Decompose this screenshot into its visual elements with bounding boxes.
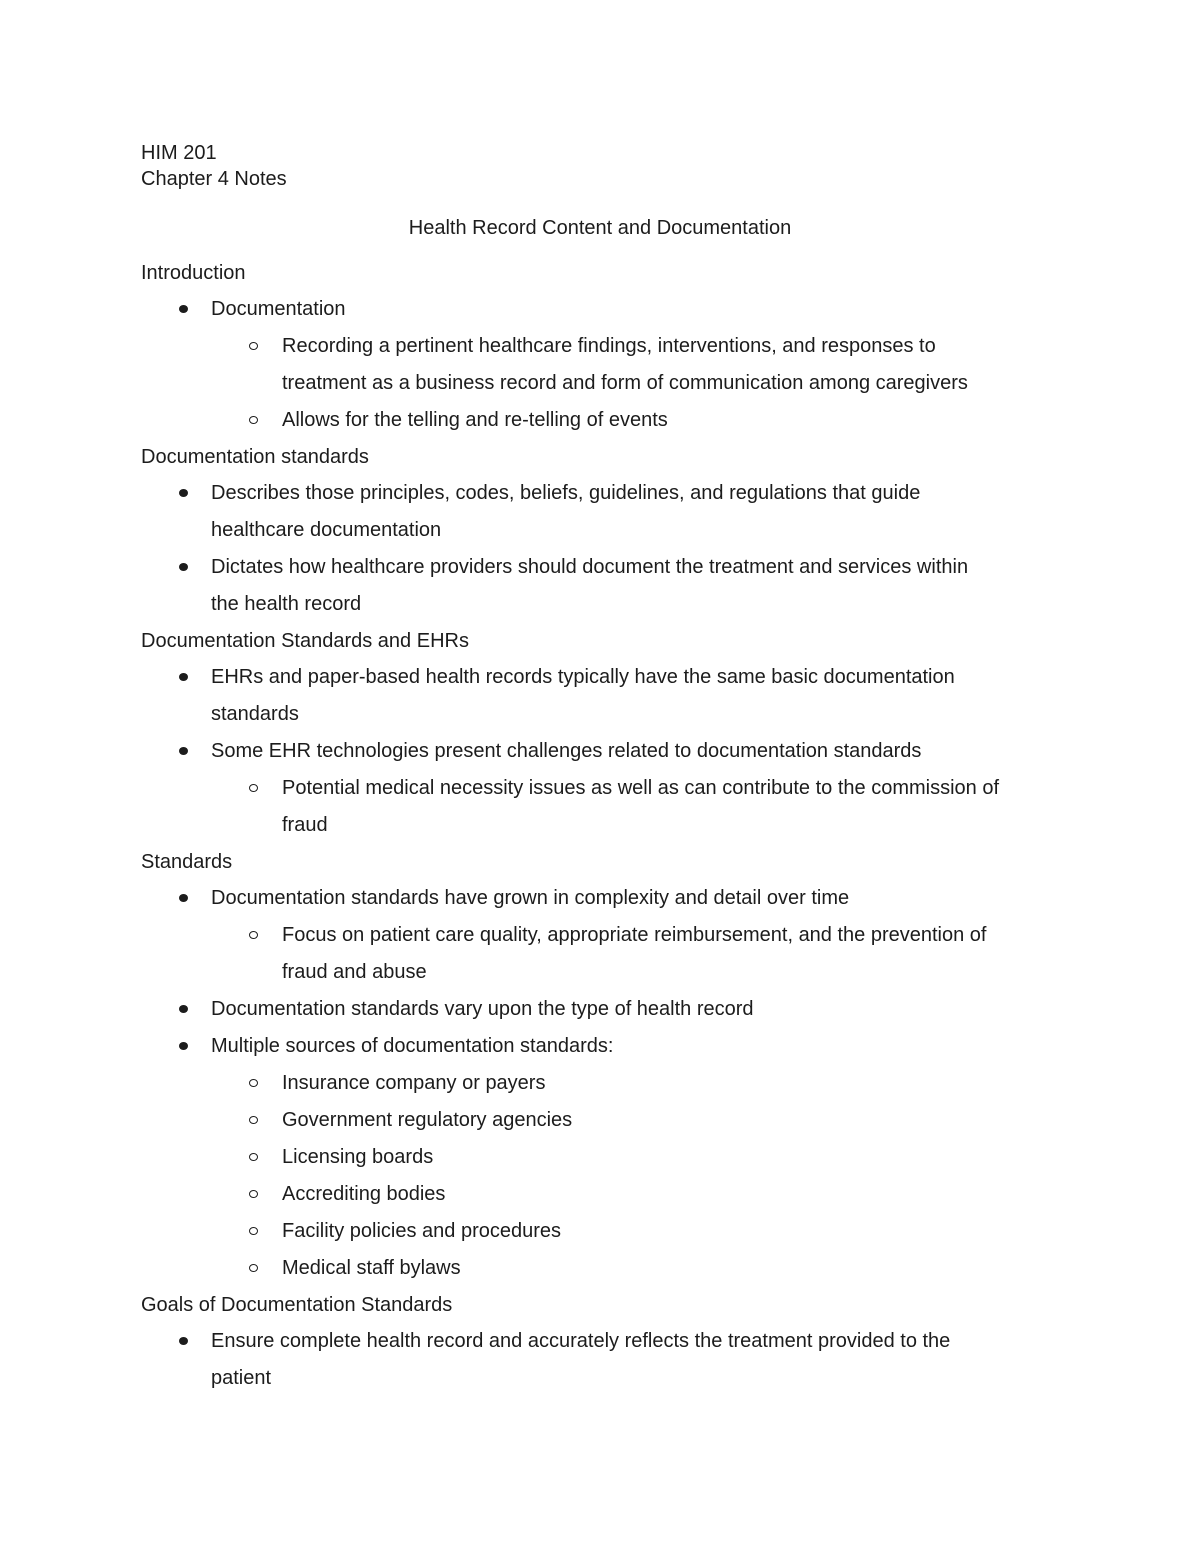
bullet-list <box>141 1323 1071 1397</box>
sub-list-item <box>141 1176 1071 1213</box>
list-item-text: Ensure complete health record and accurately reflects the treatment provided to the <box>211 1330 951 1352</box>
list-item <box>141 991 1071 1028</box>
filled-bullet-icon <box>179 673 188 681</box>
list-item-text: patient <box>211 1367 272 1389</box>
sub-list-item-text: Facility policies and procedures <box>282 1220 562 1242</box>
sub-list-item <box>141 917 1071 991</box>
list-item-text: Describes those principles, codes, beliefs, guidelines, and regulations that guide <box>211 482 921 504</box>
section <box>141 1287 1071 1397</box>
sub-list-item-text: Insurance company or payers <box>282 1072 546 1094</box>
sub-list-item-text: Accrediting bodies <box>282 1183 446 1205</box>
filled-bullet-icon <box>179 747 188 755</box>
sub-list-item <box>141 1213 1071 1250</box>
sub-list-item <box>141 770 1071 844</box>
list-item-text: EHRs and paper-based health records typically have the same basic documentation <box>211 666 955 688</box>
hollow-bullet-icon <box>249 1190 258 1198</box>
list-item-text: the health record <box>211 593 362 615</box>
sub-list-item <box>141 1102 1071 1139</box>
sub-list-item <box>141 1065 1071 1102</box>
filled-bullet-icon <box>179 1337 188 1345</box>
bullet-list <box>141 659 1071 844</box>
sub-list-item-text: Government regulatory agencies <box>282 1109 573 1131</box>
hollow-bullet-icon <box>249 1153 258 1161</box>
sub-list-item-text: Recording a pertinent healthcare findings, interventions, and responses to <box>282 335 936 357</box>
section-heading: Introduction <box>141 262 246 284</box>
sub-list-item-text: Focus on patient care quality, appropriate reimbursement, and the prevention of <box>282 924 987 946</box>
filled-bullet-icon <box>179 563 188 571</box>
list-item-text: Some EHR technologies present challenges related to documentation standards <box>211 740 922 762</box>
filled-bullet-icon <box>179 489 188 497</box>
list-item-text: Multiple sources of documentation standards: <box>211 1035 614 1057</box>
sub-list-item-text: fraud <box>282 814 328 836</box>
list-item-text: Documentation standards have grown in complexity and detail over time <box>211 887 850 909</box>
list-item <box>141 1323 1071 1397</box>
hollow-bullet-icon <box>249 1116 258 1124</box>
list-item <box>141 733 1071 770</box>
hollow-bullet-icon <box>249 342 258 350</box>
sub-list-item <box>141 1250 1071 1287</box>
hollow-bullet-icon <box>249 1227 258 1235</box>
list-item <box>141 1028 1071 1065</box>
section-heading: Standards <box>141 851 233 873</box>
sub-list-item-text: Allows for the telling and re-telling of events <box>282 409 668 431</box>
sub-list-item-text: fraud and abuse <box>282 961 427 983</box>
section <box>141 623 1071 844</box>
list-item <box>141 880 1071 917</box>
sub-list-item <box>141 328 1071 402</box>
section <box>141 255 1071 439</box>
document-title: Health Record Content and Documentation <box>408 217 792 239</box>
sub-list-item-text: treatment as a business record and form of communication among caregivers <box>282 372 968 394</box>
sub-list-item-text: Potential medical necessity issues as well as can contribute to the commission of <box>282 777 1000 799</box>
list-item-text: Documentation standards vary upon the type of health record <box>211 998 754 1020</box>
list-item-text: standards <box>211 703 299 725</box>
section-heading: Documentation Standards and EHRs <box>141 630 469 652</box>
hollow-bullet-icon <box>249 416 258 424</box>
list-item <box>141 291 1071 328</box>
hollow-bullet-icon <box>249 931 258 939</box>
section-heading: Documentation standards <box>141 446 369 468</box>
hollow-bullet-icon <box>249 1079 258 1087</box>
bullet-list <box>141 291 1071 439</box>
list-item-text: Dictates how healthcare providers should document the treatment and services within <box>211 556 969 578</box>
filled-bullet-icon <box>179 1042 188 1050</box>
sub-list-item-text: Medical staff bylaws <box>282 1257 461 1279</box>
course-code: HIM 201 <box>141 142 217 164</box>
bullet-list <box>141 880 1071 1287</box>
hollow-bullet-icon <box>249 784 258 792</box>
sub-list-item <box>141 402 1071 439</box>
list-item <box>141 475 1071 549</box>
list-item <box>141 549 1071 623</box>
bullet-list <box>141 475 1071 623</box>
chapter-label: Chapter 4 Notes <box>141 168 287 190</box>
filled-bullet-icon <box>179 894 188 902</box>
section-heading: Goals of Documentation Standards <box>141 1294 453 1316</box>
list-item-text: Documentation <box>211 298 346 320</box>
hollow-bullet-icon <box>249 1264 258 1272</box>
section <box>141 439 1071 623</box>
sub-list-item <box>141 1139 1071 1176</box>
sub-list-item-text: Licensing boards <box>282 1146 434 1168</box>
notes-sections <box>141 255 1071 1397</box>
filled-bullet-icon <box>179 305 188 313</box>
document-body <box>141 140 1071 1397</box>
list-item-text: healthcare documentation <box>211 519 442 541</box>
list-item <box>141 659 1071 733</box>
section <box>141 844 1071 1287</box>
filled-bullet-icon <box>179 1005 188 1013</box>
